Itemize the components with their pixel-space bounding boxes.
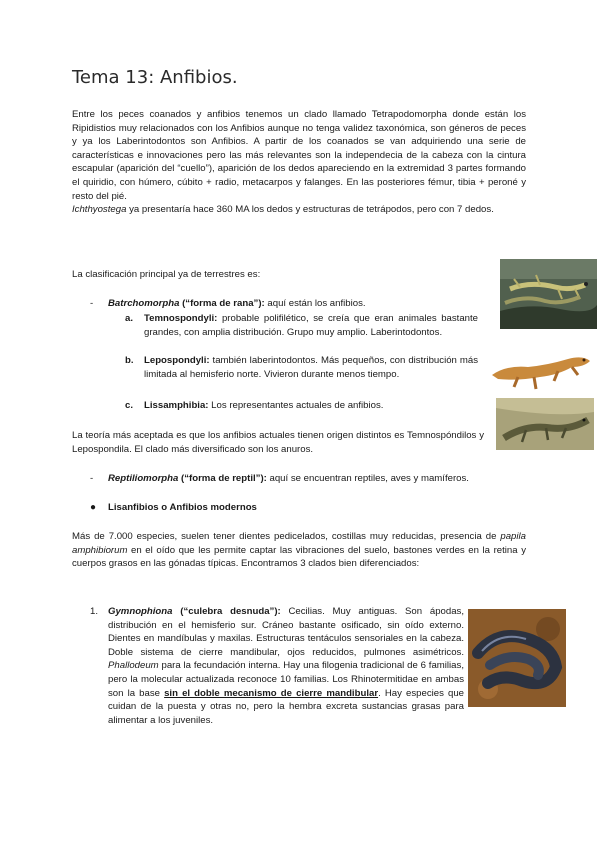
dash-bullet: - <box>90 298 94 309</box>
item-letter: b. <box>125 355 134 366</box>
gymnophiona-label: (“culebra desnuda”): <box>172 606 281 617</box>
batrachomorpha-item <box>108 297 508 311</box>
temnospondyli-item <box>144 312 478 339</box>
classification-intro: La clasificación principal ya de terrestres es: <box>72 269 261 280</box>
modern-block <box>72 530 526 571</box>
dash-bullet: - <box>90 473 94 484</box>
ichthyostega-paragraph <box>72 203 526 217</box>
intro-paragraph: Entre los peces coanados y anfibios tenemos un clado llamado Tetrapodomorpha donde están los Ripidistios muy relacionados con los Anfibios aunque no tenga validez taxonómica, son géneros de peces y ya los Laberintodontos son Anfibios. A partir de los coanados se van adquiriendo una serie de características e innovaciones pero las más relevantes son la independecia de la cabeza con la cintura escapular (aparición del “cuello”), aparición de los dedos apareciendo en la extremidad 3 partes formando el quiridio, con húmero, cúbito + radio, metacarpos y falanges. En las posteriores fémur, tibia + peroné y resto del pié. <box>72 109 526 202</box>
lepospondyl-illustration <box>488 345 592 393</box>
temnospondyli-text: probable polifilético, se creía que eran animales bastante grandes, con amplia distribución. Grupo muy amplio. Laberintodontos. <box>144 313 478 338</box>
page-title: Tema 13: Anfibios. <box>72 67 238 88</box>
caecilian-photo <box>468 609 566 707</box>
temnospondyli-name: Temnospondyli: <box>144 313 218 324</box>
reptiliomorpha-text: aquí se encuentran reptiles, aves y mamíferos. <box>266 473 469 484</box>
reptiliomorpha-label: (“forma de reptil”): <box>178 473 267 484</box>
lepospondyli-text: también laberintodontos. Más pequeños, con distribución más limitada al hemisferio norte. Vivieron durante menos tiempo. <box>144 355 478 380</box>
batrachomorpha-text: aquí están los anfibios. <box>264 298 366 309</box>
papila-term: papila amphibiorum <box>72 531 526 556</box>
underlined-phrase: sin el doble mecanismo de cierre mandibular <box>164 687 379 699</box>
intro-block <box>72 108 526 217</box>
batrachomorpha-label: (“forma de rana”): <box>179 298 265 309</box>
lepospondyli-item <box>144 354 478 381</box>
lisanfibios-heading: Lisanfibios o Anfibios modernos <box>108 502 257 513</box>
lepospondyli-name: Lepospondyli: <box>144 355 210 366</box>
reptiliomorpha-item <box>108 472 528 486</box>
lissamphibia-item <box>144 399 478 413</box>
lissamphibia-text: Los representantes actuales de anfibios. <box>208 400 384 411</box>
ichthyostega-name: Ichthyostega <box>72 204 127 216</box>
modern-paragraph: Más de 7.000 especies, suelen tener dientes pedicelados, costillas muy reducidas, presencia de papila amphibiorum en el oído que les permite captar las vibraciones del suelo, bastones verdes en la retina y cuerpos grasos en las gónadas típicas. Encontramos 3 clados bien diferenciados: <box>72 531 526 570</box>
round-bullet: ● <box>90 502 97 513</box>
lissamphibia-name: Lissamphibia: <box>144 400 209 411</box>
list-number: 1. <box>90 606 99 617</box>
lissamphibia-illustration <box>496 398 594 450</box>
gymnophiona-item: Gymnophiona (“culebra desnuda”): Cecilias. Muy antiguas. Son ápodas, distribución en el hemisferio sur. Cráneo bastante osificado, sin oído externo. Dientes en mandíbulas y maxilas. Estructuras tentáculos sensoriales en la cabeza. Doble sistema de cierre mandibular, ojos reducidos, pulmones asimétricos. Phallodeum para la fecundación interna. Hay una filogenia tradicional de 6 familias, pero la molecular actualizada reconoce 10 familias. Los Rhinotermitidae en ambas son la base sin el doble mecanismo de cierre mandibular. Hay especies que cuidan de la puesta y otras no, pero la hembra excreta sustancias grasas para alimentar a los juveniles. <box>108 605 526 727</box>
theory-block: La teoría más aceptada es que los anfibios actuales tienen origen distintos es Temnospóndilos y Lepospondila. El clado más diversificado son los anuros. <box>72 430 484 455</box>
reptiliomorpha-name: Reptiliomorpha <box>108 473 179 484</box>
phallodeum-term: Phallodeum <box>108 660 159 672</box>
gymnophiona-name: Gymnophiona <box>108 606 173 617</box>
item-letter: a. <box>125 313 134 324</box>
ichthyostega-text: ya presentaría hace 360 MA los dedos y estructuras de tetrápodos, pero con 7 dedos. <box>126 204 494 216</box>
batrachomorpha-name: Batrchomorpha <box>108 298 180 309</box>
temnospondyl-illustration <box>500 259 597 329</box>
item-letter: c. <box>125 400 134 411</box>
